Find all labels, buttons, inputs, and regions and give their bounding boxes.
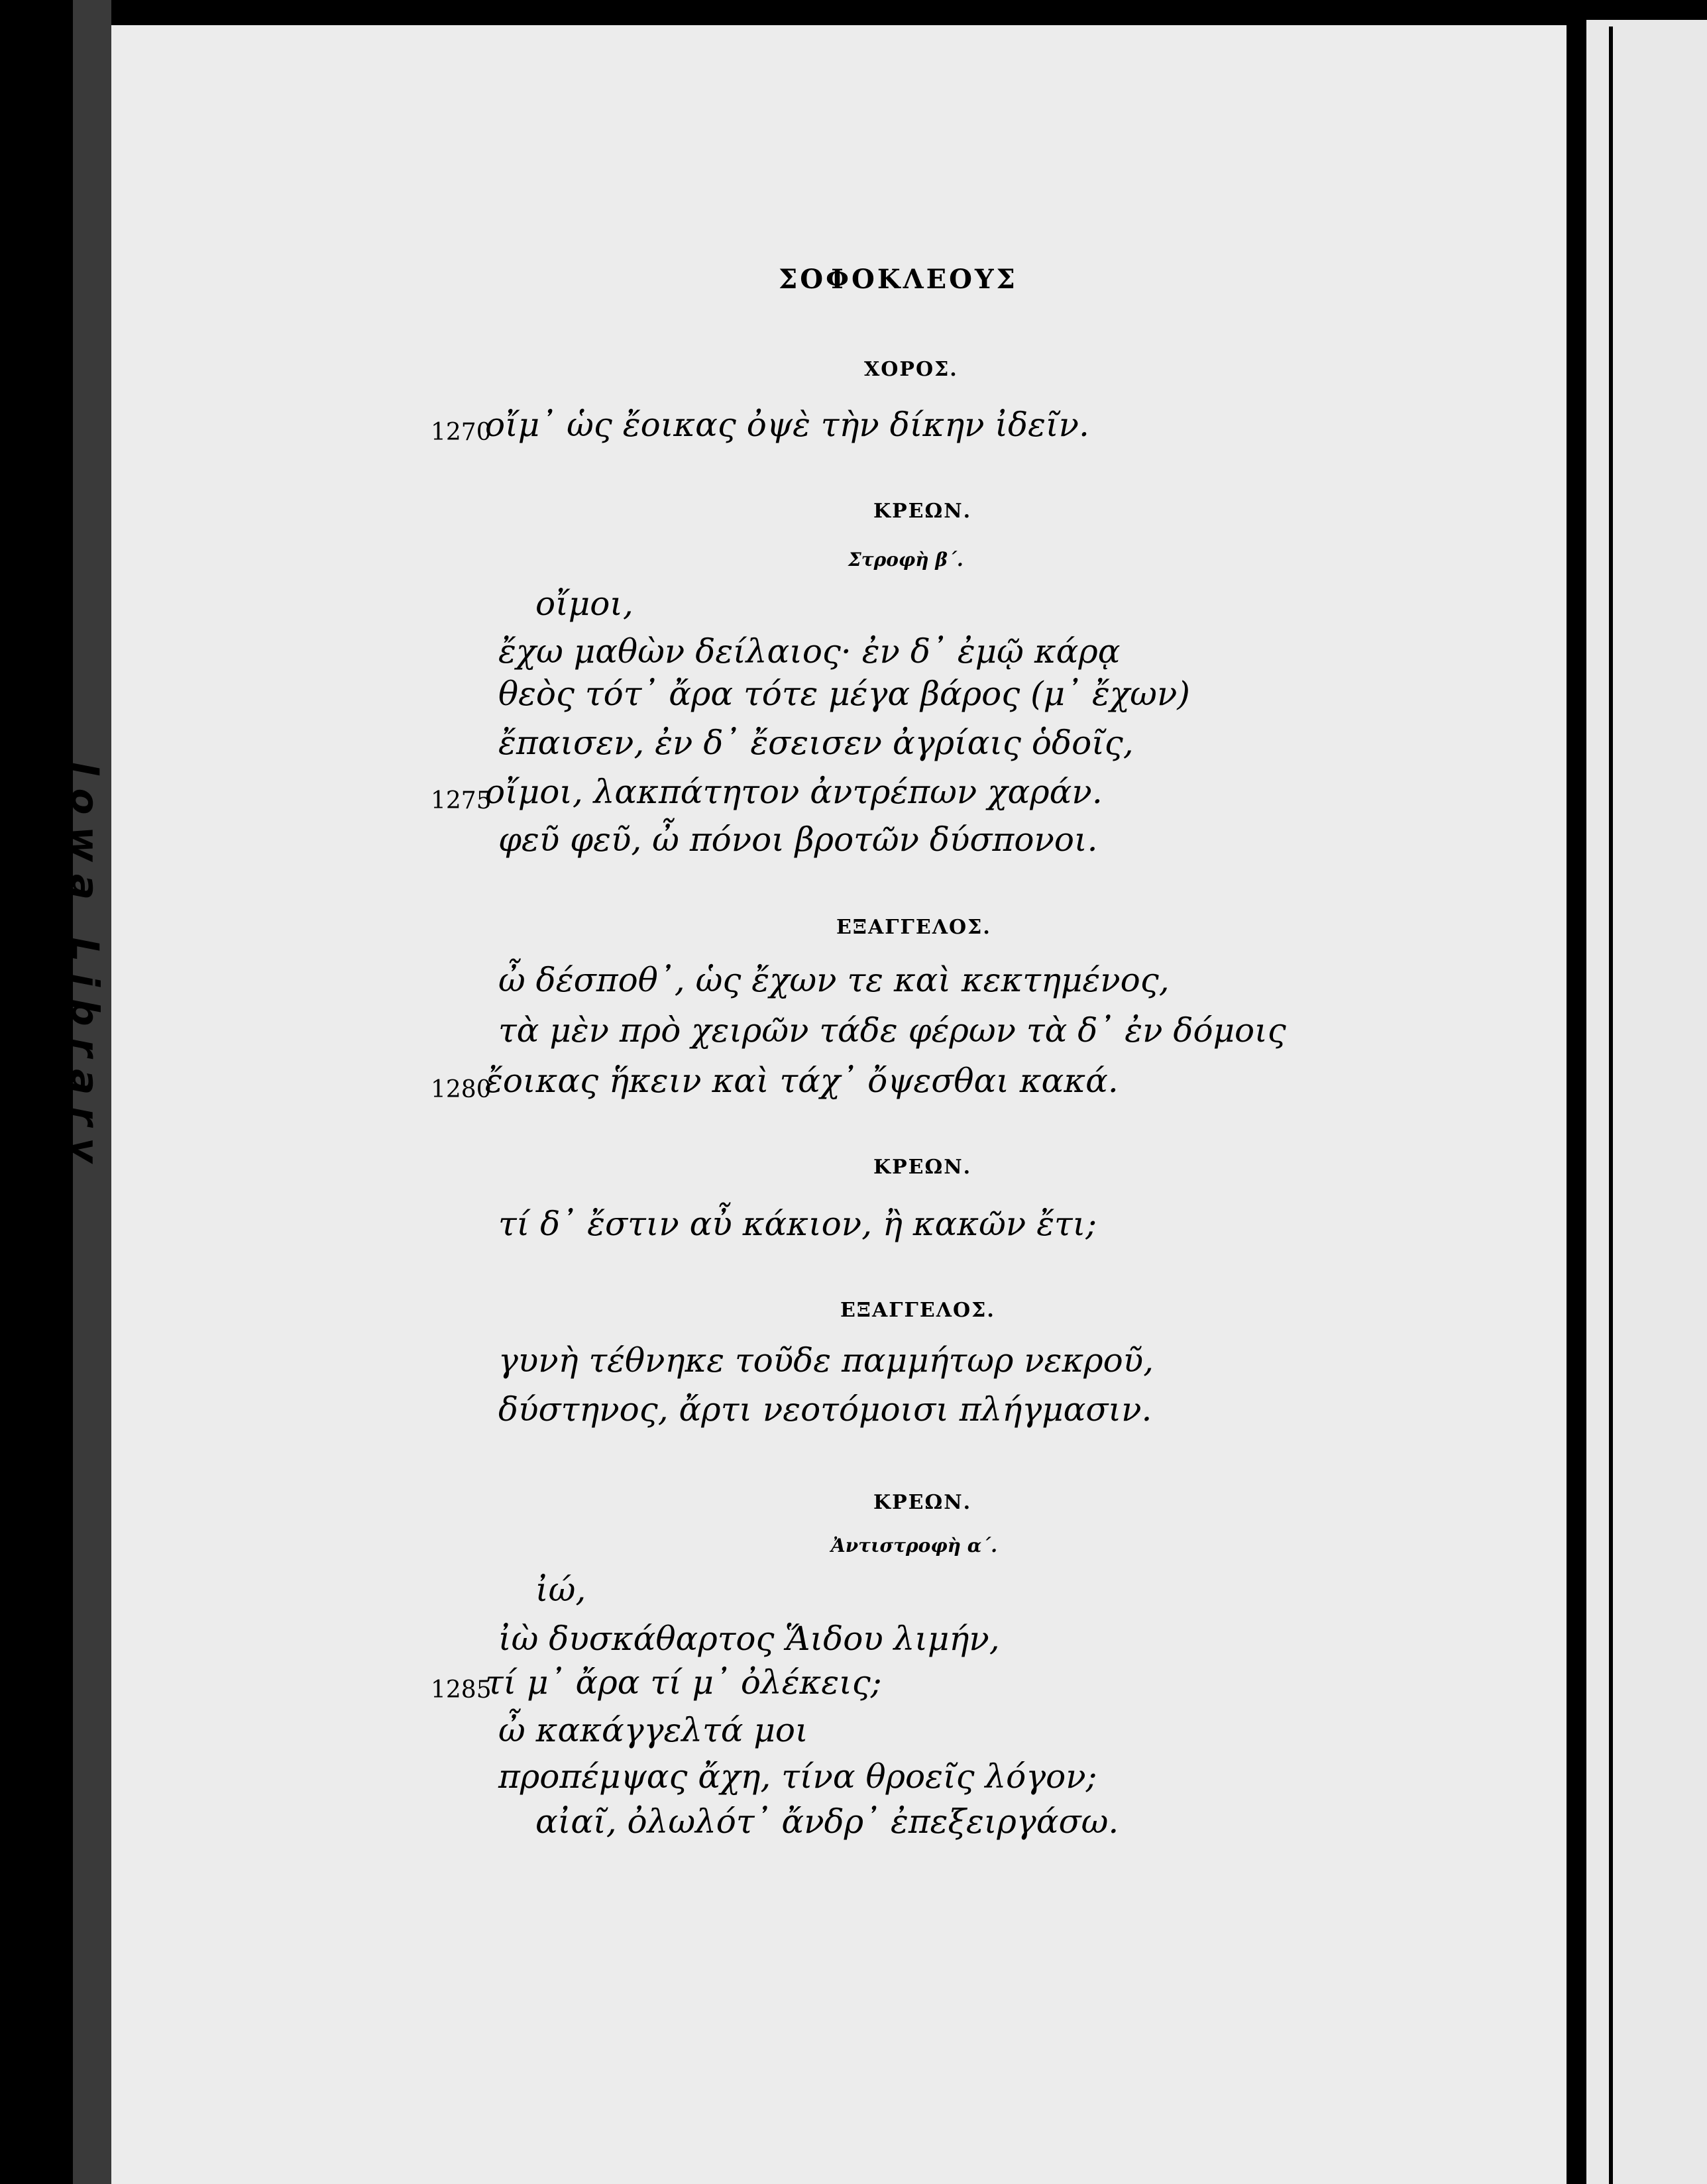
- verse-line: ἔχω μαθὼν δείλαιος· ἐν δ᾽ ἐμῷ κάρᾳ: [498, 632, 1121, 671]
- section-heading: Στροφὴ β΄.: [848, 549, 964, 571]
- adjacent-page-border: [1609, 27, 1613, 2184]
- verse-line: αἰαῖ, ὀλωλότ᾽ ἄνδρ᾽ ἐπεξειργάσω.: [535, 1802, 1119, 1841]
- speaker-heading: ΕΞΑΓΓΕΛΟΣ.: [836, 916, 991, 939]
- page-gutter: [1567, 0, 1586, 2184]
- adjacent-page-edge: [1586, 20, 1707, 2184]
- verse-line: προπέμψας ἄχη, τίνα θροεῖς λόγον;: [498, 1757, 1097, 1796]
- line-number: 1270: [431, 419, 492, 446]
- verse-line: τὰ μὲν πρὸ χειρῶν τάδε φέρων τὰ δ᾽ ἐν δόμοις: [498, 1011, 1286, 1050]
- section-heading: Ἀντιστροφὴ α΄.: [831, 1535, 998, 1556]
- verse-line: οἴμοι,: [535, 584, 633, 623]
- verse-line: ἰώ,: [535, 1570, 586, 1609]
- verse-line: ὦ κακάγγελτά μοι: [498, 1711, 808, 1749]
- speaker-heading: ΚΡΕΩΝ.: [873, 500, 972, 523]
- speaker-heading: ΚΡΕΩΝ.: [873, 1491, 972, 1514]
- speaker-heading: ΧΟΡΟΣ.: [864, 358, 958, 381]
- verse-line: τί δ᾽ ἔστιν αὖ κάκιον, ἢ κακῶν ἔτι;: [498, 1205, 1097, 1243]
- spine-label: Iowa Library: [62, 762, 107, 1175]
- verse-line: οἴμοι, λακπάτητον ἀντρέπων χαράν.: [485, 773, 1103, 811]
- line-number: 1275: [431, 787, 492, 814]
- verse-line: τί μ᾽ ἄρα τί μ᾽ ὀλέκεις;: [485, 1663, 882, 1702]
- book-page: [111, 25, 1567, 2184]
- verse-line: ὦ δέσποθ᾽, ὡς ἔχων τε καὶ κεκτημένος,: [498, 961, 1170, 999]
- line-number: 1280: [431, 1076, 492, 1103]
- speaker-heading: ΚΡΕΩΝ.: [873, 1156, 972, 1179]
- verse-line: ἰὼ δυσκάθαρτος Ἅιδου λιμήν,: [498, 1619, 1000, 1658]
- running-title: ΣΟΦΟΚΛΕΟΥΣ: [779, 264, 1018, 295]
- verse-line: οἴμ᾽ ὡς ἔοικας ὀψὲ τὴν δίκην ἰδεῖν.: [485, 406, 1089, 444]
- verse-line: ἔοικας ἥκειν καὶ τάχ᾽ ὄψεσθαι κακά.: [485, 1062, 1119, 1100]
- line-number: 1285: [431, 1676, 492, 1704]
- verse-line: φεῦ φεῦ, ὦ πόνοι βροτῶν δύσπονοι.: [498, 820, 1098, 859]
- speaker-heading: ΕΞΑΓΓΕΛΟΣ.: [840, 1299, 995, 1322]
- verse-line: δύστηνος, ἄρτι νεοτόμοισι πλήγμασιν.: [498, 1390, 1152, 1429]
- verse-line: γυνὴ τέθνηκε τοῦδε παμμήτωρ νεκροῦ,: [498, 1341, 1154, 1380]
- verse-line: ἔπαισεν, ἐν δ᾽ ἔσεισεν ἀγρίαις ὁδοῖς,: [498, 724, 1134, 762]
- verse-line: θεὸς τότ᾽ ἄρα τότε μέγα βάρος (μ᾽ ἔχων): [498, 675, 1190, 713]
